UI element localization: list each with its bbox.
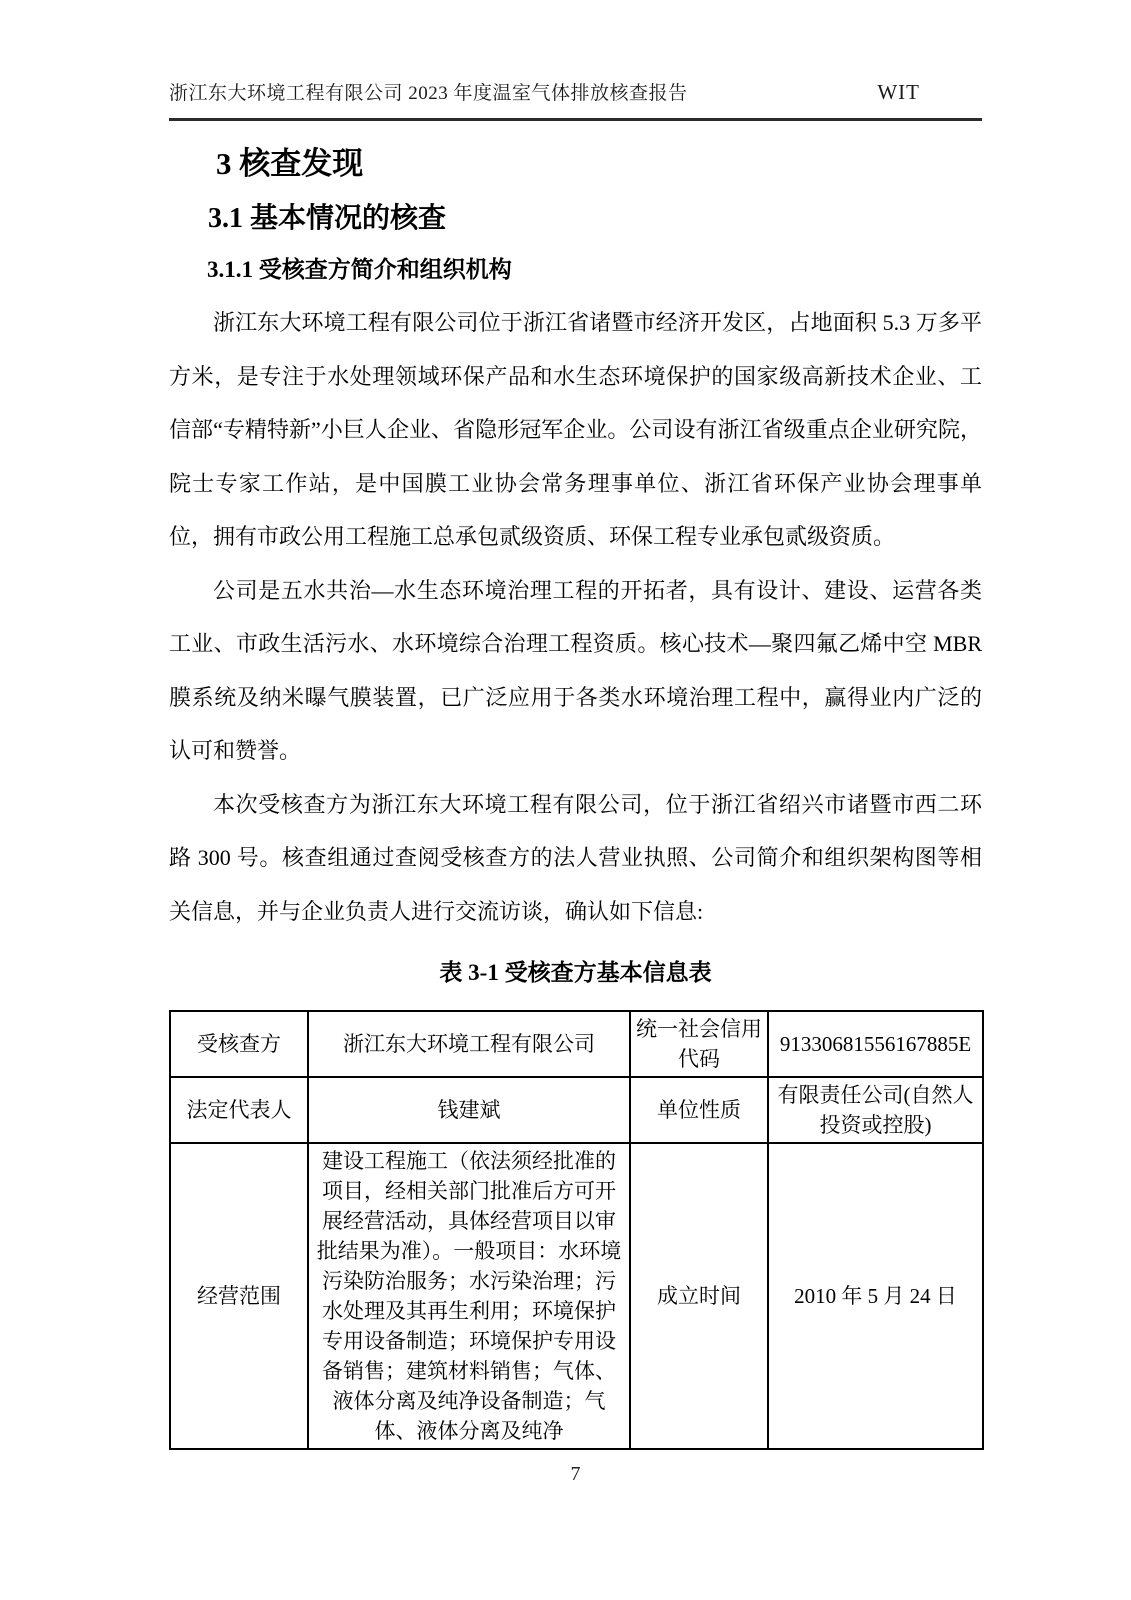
paragraph-verification-intro: 本次受核查方为浙江东大环境工程有限公司，位于浙江省绍兴市诸暨市西二环路 300 号。核查组通过查阅受核查方的法人营业执照、公司简介和组织架构图等相关信息，并与企业负责人进行交流访谈，确认如下信息: [169, 791, 982, 924]
page-number: 7 [570, 1463, 581, 1485]
legal-rep-label: 法定代表人 [170, 1077, 308, 1143]
verified-party-value: 浙江东大环境工程有限公司 [308, 1011, 630, 1077]
business-scope-label: 经营范围 [170, 1143, 308, 1449]
table-row-business-scope [170, 1143, 983, 1449]
page-header [169, 0, 982, 121]
establish-date-value: 2010 年 5 月 24 日 [768, 1143, 983, 1449]
basic-info-table [169, 1010, 984, 1450]
header-rule [169, 118, 982, 121]
verified-party-label: 受核查方 [170, 1011, 308, 1077]
uscc-value: 91330681556167885E [768, 1011, 983, 1077]
legal-rep-value: 钱建斌 [308, 1077, 630, 1143]
header-title: 浙江东大环境工程有限公司 2023 年度温室气体排放核查报告 [169, 83, 688, 104]
establish-date-label: 成立时间 [630, 1143, 768, 1449]
table-row-verified-party [170, 1011, 983, 1077]
entity-type-label: 单位性质 [630, 1077, 768, 1143]
table-row-legal-rep [170, 1077, 983, 1143]
page-content [169, 0, 982, 1486]
table-caption: 表 3-1 受核查方基本信息表 [439, 960, 712, 985]
section-heading-3: 3 核查发现 [216, 146, 364, 181]
uscc-label: 统一社会信用代码 [630, 1011, 768, 1077]
paragraph-company-tech: 公司是五水共治—水生态环境治理工程的开拓者，具有设计、建设、运营各类工业、市政生活污水、水环境综合治理工程资质。核心技术—聚四氟乙烯中空 MBR 膜系统及纳米曝气膜装置，已广泛应用于各类水环境治理工程中，赢得业内广泛的认可和赞誉。 [169, 577, 982, 763]
section-heading-3-1-1: 3.1.1 受核查方简介和组织机构 [207, 257, 512, 282]
business-scope-value: 建设工程施工（依法须经批准的项目，经相关部门批准后方可开展经营活动，具体经营项目以审批结果为准）。一般项目：水环境污染防治服务；水污染治理；污水处理及其再生利用；环境保护专用设备制造；环境保护专用设备销售；建筑材料销售；气体、液体分离及纯净设备制造；气体、液体分离及纯净 [308, 1143, 630, 1449]
entity-type-value: 有限责任公司(自然人投资或控股) [768, 1077, 983, 1143]
paragraph-company-intro: 浙江东大环境工程有限公司位于浙江省诸暨市经济开发区，占地面积 5.3 万多平方米，是专注于水处理领域环保产品和水生态环境保护的国家级高新技术企业、工信部“专精特新”小巨人企业、省隐形冠军企业。公司设有浙江省级重点企业研究院，院士专家工作站，是中国膜工业协会常务理事单位、浙江省环保产业协会理事单位，拥有市政公用工程施工总承包贰级资质、环保工程专业承包贰级资质。 [169, 310, 982, 549]
header-logo-text: WIT [877, 80, 920, 104]
header-row [169, 0, 982, 105]
section-heading-3-1: 3.1 基本情况的核查 [208, 203, 447, 234]
